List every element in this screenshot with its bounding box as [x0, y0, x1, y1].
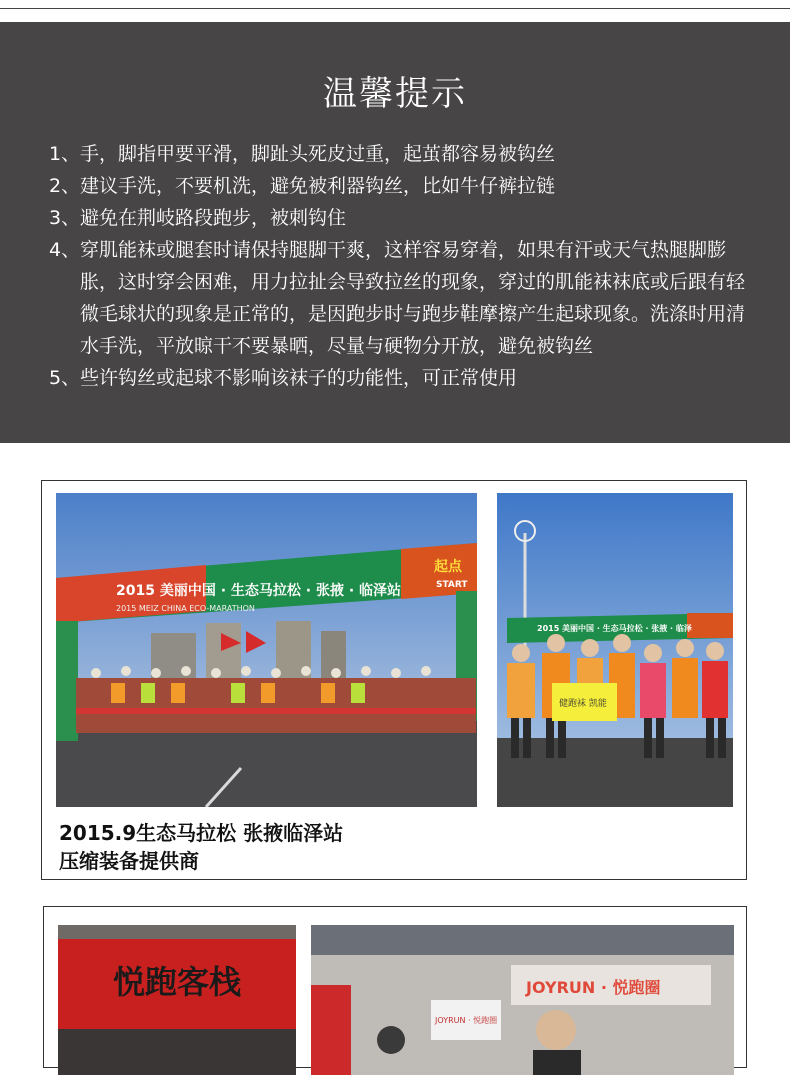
notice-list — [49, 138, 759, 394]
arch-title-text: 2015 美丽中国 · 生态马拉松 · 张掖 · 临泽站 — [116, 583, 402, 599]
notice-item-number: 1、 — [49, 143, 81, 165]
marathon-start-photo — [56, 493, 477, 807]
arch-title-text: 2015 美丽中国 · 生态马拉松 · 张掖 · 临泽 — [537, 624, 692, 633]
caption-line-2: 压缩装备提供商 — [59, 849, 199, 873]
notice-item — [49, 138, 759, 170]
notice-item-number: 3、 — [49, 207, 81, 229]
notice-item — [49, 202, 759, 234]
booth-sign-text: 悦跑客栈 — [113, 963, 242, 1001]
booth-photo — [58, 925, 296, 1075]
notice-item-text: 穿肌能袜或腿套时请保持腿脚干爽，这样容易穿着，如果有汗或天气热腿脚膨胀，这时穿会困难，用力拉扯会导致拉丝的现象，穿过的肌能袜袜底或后跟有轻微毛球状的现象是正常的，是因跑步时与跑步鞋摩擦产生起球现象。洗涤时用清水手洗，平放晾干不要暴晒，尽量与硬物分开放，避免被钩丝 — [80, 239, 746, 357]
start-cn-text: 起点 — [434, 559, 462, 575]
expo-frame — [43, 906, 747, 1068]
top-divider — [0, 8, 790, 9]
caption-line-1: 2015.9生态马拉松 张掖临泽站 — [59, 821, 344, 845]
care-notice-panel — [0, 22, 790, 443]
notice-item-number: 2、 — [49, 175, 81, 197]
joyrun-small-text: JOYRUN · 悦跑圈 — [435, 1016, 498, 1025]
notice-item-text: 些许钩丝或起球不影响该袜子的功能性，可正常使用 — [80, 367, 518, 389]
notice-item-text: 避免在荆岐路段跑步，被刺钩住 — [80, 207, 347, 229]
arch-subtitle-text: 2015 MEIZ CHINA ECO-MARATHON — [116, 604, 255, 613]
marathon-event-frame — [41, 480, 747, 880]
notice-item — [49, 170, 759, 202]
joyrun-booth-photo — [311, 925, 734, 1075]
notice-item-text: 手，脚指甲要平滑，脚趾头死皮过重，起茧都容易被钩丝 — [80, 143, 556, 165]
notice-item-number: 5、 — [49, 367, 81, 389]
notice-item — [49, 234, 759, 362]
event-caption — [59, 819, 343, 875]
yellow-banner-text: 健跑袜 凯能 — [559, 699, 607, 709]
notice-item-text: 建议手洗，不要机洗，避免被利器钩丝，比如牛仔裤拉链 — [80, 175, 556, 197]
start-en-text: START — [436, 580, 468, 590]
joyrun-brand-text: JOYRUN · 悦跑圈 — [526, 978, 661, 997]
notice-item-number: 4、 — [49, 239, 81, 261]
notice-title: 温馨提示 — [323, 74, 467, 114]
runners-group-photo — [497, 493, 733, 807]
notice-item — [49, 362, 759, 394]
